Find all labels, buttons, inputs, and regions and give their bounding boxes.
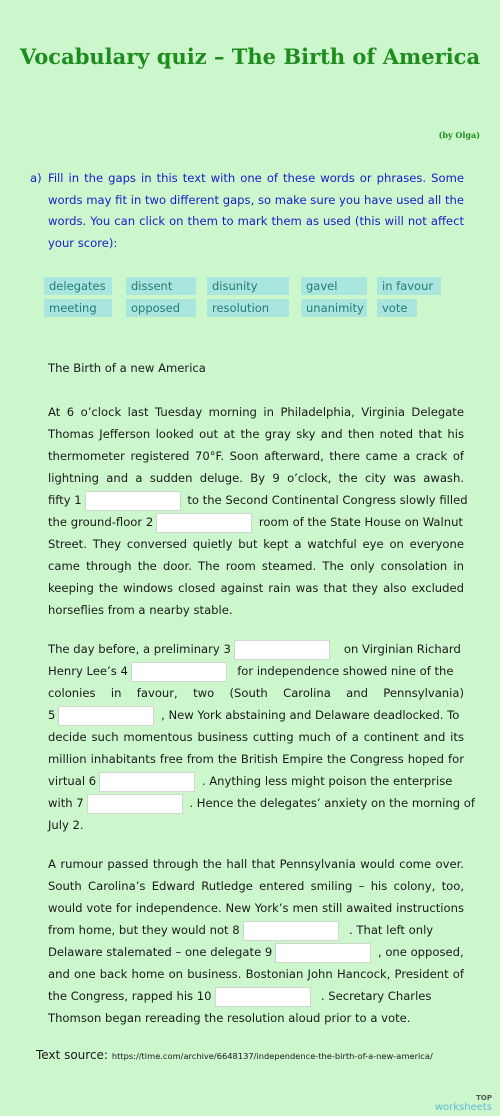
word-chip-dissent[interactable]: dissent [126,277,196,295]
gap-input-1[interactable] [85,491,181,511]
text-fragment: , one opposed, [377,945,464,959]
word-chip-opposed[interactable]: opposed [126,299,196,317]
word-chip-in-favour[interactable]: in favour [377,277,441,295]
paragraph-2 [48,638,475,836]
text-line: lightning and a sudden deluge. By 9 o’clock, the city was awash. [48,471,464,485]
author-credit: (by Olga) [438,130,480,140]
instructions-label: a) [30,171,42,185]
text-fragment: , New York abstaining and Delaware deadlocked. To [161,708,460,722]
text-line: colonies in favour, two (South Carolina and Pennsylvania) [48,686,464,700]
logo-top-text: TOP [476,1094,492,1102]
text-fragment: virtual 6 [48,774,97,788]
gap-input-4[interactable] [131,662,227,682]
text-source-label: Text source: [36,1048,108,1062]
text-fragment: The day before, a preliminary 3 [48,642,231,656]
text-fragment: the Congress, rapped his 10 [48,989,212,1003]
text-fragment: . That left only [349,923,434,937]
gap-input-3[interactable] [234,640,330,660]
text-line [48,770,464,792]
gap-input-8[interactable] [243,921,339,941]
gap-input-7[interactable] [87,794,183,814]
text-line: million inhabitants free from the British Empire the Congress hoped for [48,752,464,766]
text-line: At 6 o’clock last Tuesday morning in Philadelphia, Virginia Delegate [48,405,464,419]
text-line: Thomson began rereading the resolution aloud prior to a vote. [48,1011,411,1025]
gap-input-6[interactable] [99,772,195,792]
text-fragment: room of the State House on Walnut [258,515,463,529]
logo-name-text: worksheets [434,1102,492,1113]
gap-input-2[interactable] [156,513,252,533]
text-line: keeping the windows closed against rain was that they also excluded [48,581,464,595]
word-chip-gavel[interactable]: gavel [301,277,367,295]
text-fragment: for independence showed nine of the [237,664,454,678]
text-line: decide such momentous business cutting much of a continent and its [48,730,464,744]
text-source [36,1048,476,1062]
paragraph-1 [48,401,468,621]
text-fragment: on Virginian Richard [343,642,461,656]
word-chip-meeting[interactable]: meeting [44,299,112,317]
text-fragment: to the Second Continental Congress slowly filled [187,493,468,507]
text-fragment: 5 [48,708,56,722]
text-line: July 2. [48,818,84,832]
text-line [48,941,464,963]
text-line [48,704,464,726]
page-title: Vocabulary quiz – The Birth of America [19,44,481,69]
instructions [30,168,464,254]
passage-heading [48,357,464,379]
text-fragment: . Hence the delegates’ anxiety on the morning of [189,796,475,810]
text-line [48,489,468,511]
text-line: A rumour passed through the hall that Pennsylvania would come over. [48,857,464,871]
word-chip-unanimity[interactable]: unanimity [301,299,367,317]
gap-input-9[interactable] [275,943,371,963]
text-fragment: with 7 [48,796,84,810]
text-line [48,511,464,533]
topworksheets-logo[interactable] [435,1094,492,1112]
word-chip-resolution[interactable]: resolution [207,299,289,317]
text-fragment: . Secretary Charles [320,989,432,1003]
text-line [48,919,464,941]
instructions-text: Fill in the gaps in this text with one of these words or phrases. Some words may fit in two different gaps, so make sure you have used all the words. You can click on them to mark them as used (this will not affect your score): [48,171,464,250]
text-fragment: from home, but they would not 8 [48,923,240,937]
word-chip-delegates[interactable]: delegates [44,277,112,295]
text-line: came through the door. The room steamed. The only consolation in [48,559,464,573]
text-line [48,985,464,1007]
text-source-link[interactable]: https://time.com/archive/6648137/independence-the-birth-of-a-new-america/ [111,1051,433,1061]
text-line: South Carolina’s Edward Rutledge entered smiling – his colony, too, [48,879,464,893]
text-line: horseflies from a nearby stable. [48,603,233,617]
text-fragment: Delaware stalemated – one delegate 9 [48,945,273,959]
text-fragment: fifty 1 [48,493,82,507]
text-line: Thomas Jefferson looked out at the gray sky and then noted that his [48,427,464,441]
gap-input-5[interactable] [58,706,154,726]
gap-input-10[interactable] [215,987,311,1007]
text-line: and one back home on business. Bostonian John Hancock, President of [48,967,464,981]
text-line [48,792,475,814]
word-chip-vote[interactable]: vote [377,299,417,317]
text-line: Street. They conversed quietly but kept a watchful eye on everyone [48,537,464,551]
text-line [48,638,464,660]
paragraph-3 [48,853,464,1029]
text-line [48,660,464,682]
passage-heading-text: The Birth of a new America [48,361,206,375]
text-fragment: Henry Lee’s 4 [48,664,128,678]
text-fragment: . Anything less might poison the enterprise [201,774,453,788]
word-chip-disunity[interactable]: disunity [207,277,289,295]
text-fragment: the ground-floor 2 [48,515,154,529]
text-line: would vote for independence. New York’s men still awaited instructions [48,901,464,915]
text-line: thermometer registered 70°F. Soon afterward, there came a crack of [48,449,464,463]
